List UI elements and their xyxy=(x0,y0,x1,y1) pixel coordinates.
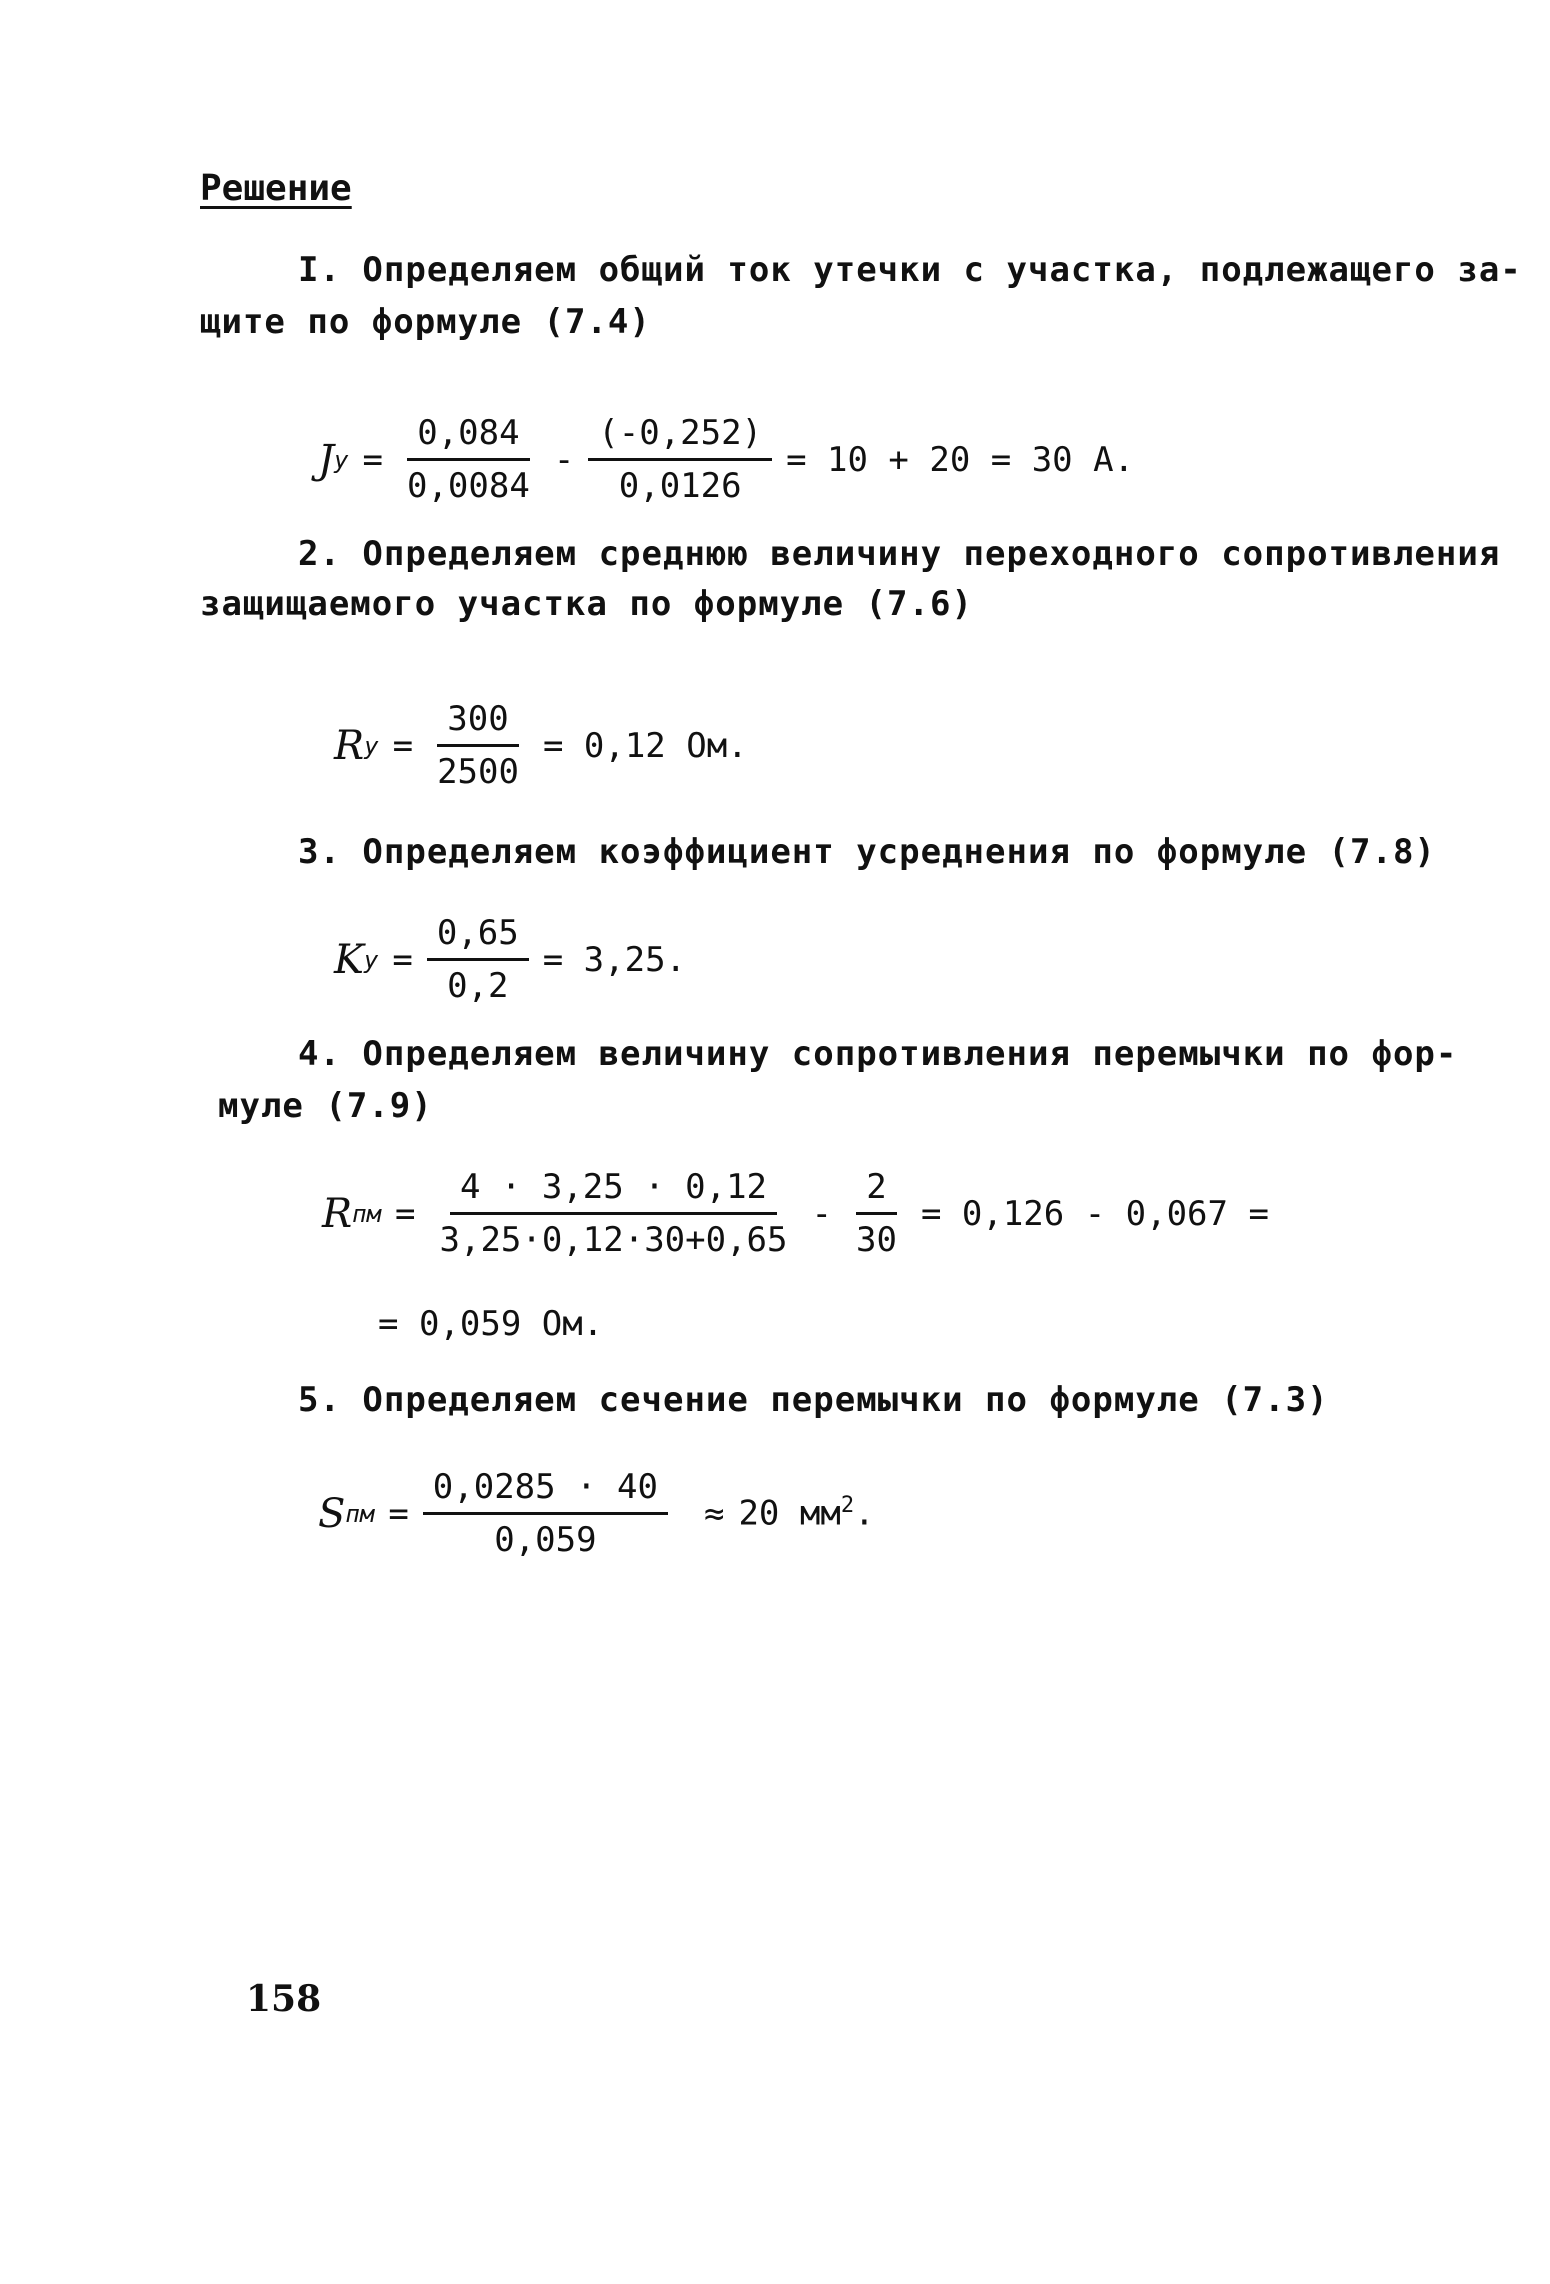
formula-result: = 0,12 Ом. xyxy=(542,725,748,766)
denominator: 2500 xyxy=(437,752,519,792)
formula-subscript: у xyxy=(364,731,379,760)
formula-symbol: S xyxy=(318,1490,346,1537)
numerator: (-0,252) xyxy=(588,410,772,461)
formula-result: = 0,126 - 0,067 = xyxy=(920,1193,1269,1234)
step-1-line-2: щите по формуле (7.4) xyxy=(200,302,651,342)
fraction xyxy=(846,1164,907,1263)
numerator: 0,084 xyxy=(407,410,529,461)
formula-symbol: J xyxy=(318,436,335,483)
fraction xyxy=(427,696,529,795)
denominator: 3,25·0,12·30+0,65 xyxy=(439,1220,788,1260)
superscript: 2 xyxy=(840,1493,855,1519)
denominator: 0,0126 xyxy=(618,466,742,506)
formula-cross-section: S пм = $\frac{0,0285 \cdot 40}{0,059}$ ≈ 20 $мм^2$. xyxy=(318,1464,875,1563)
minus-sign: - xyxy=(553,439,575,480)
formula-result: = 10 + 20 = 30 А. xyxy=(786,439,1135,480)
minus-sign: - xyxy=(811,1193,832,1234)
formula-jumper-resistance: R пм = $\frac{4 \cdot 3,25 \cdot 0,12}{3,25\cdot 0,12\cdot 30+0,65}$ - $\frac{2}{30}$ = 0,126 - 0,067 = xyxy=(322,1164,1269,1263)
fraction xyxy=(588,410,772,509)
step-2-line-1: 2. Определяем среднюю величину переходного сопротивления xyxy=(298,534,1501,574)
formula-result: 20 $мм^2$. xyxy=(738,1493,875,1534)
step-5-line-1: 5. Определяем сечение перемычки по формуле (7.3) xyxy=(298,1380,1329,1420)
step-3-line-1: 3. Определяем коэффициент усреднения по формуле (7.8) xyxy=(298,832,1436,872)
formula-subscript: пм xyxy=(352,1199,382,1228)
numerator: 2 xyxy=(856,1164,896,1215)
step-4-line-2: муле (7.9) xyxy=(218,1086,433,1126)
formula-coefficient: K у = $\frac{0,65}{0,2}$ = 3,25. xyxy=(334,910,686,1009)
denominator: 0,2 xyxy=(447,966,509,1006)
formula-symbol: K xyxy=(334,936,364,983)
denominator: 0,0084 xyxy=(406,466,530,506)
fraction xyxy=(423,1464,668,1563)
fraction xyxy=(430,1164,798,1263)
step-1-line-1: I. Определяем общий ток утечки с участка, подлежащего за- xyxy=(298,250,1522,290)
fraction xyxy=(397,410,540,509)
numerator: 300 xyxy=(437,696,518,747)
formula-symbol: R xyxy=(334,722,365,769)
page-number: 158 xyxy=(246,1978,322,2020)
formula-subscript: у xyxy=(334,445,349,474)
step-4-line-1: 4. Определяем величину сопротивления перемычки по фор- xyxy=(298,1034,1458,1074)
denominator: 0,059 xyxy=(494,1520,597,1560)
formula-symbol: R xyxy=(322,1190,353,1237)
formula-resistance: R у = $\frac{300}{2500}$ = 0,12 Ом. xyxy=(334,696,748,795)
formula-jumper-resistance-continued: = 0,059 Ом. xyxy=(378,1304,604,1344)
step-2-line-2: защищаемого участка по формуле (7.6) xyxy=(200,584,973,624)
solution-heading: Решение xyxy=(200,168,352,209)
formula-leakage-current: J у = $\frac{0,084}{0,0084}$ - $\frac{(-0,252)}{0,0126}$ = 10 + 20 = 30 А. xyxy=(318,410,1134,509)
formula-result: = 3,25. xyxy=(542,939,687,980)
formula-subscript: у xyxy=(363,945,379,974)
formula-subscript: пм xyxy=(345,1499,375,1528)
numerator: 4 · 3,25 · 0,12 xyxy=(450,1164,777,1215)
approx-sign: ≈ xyxy=(703,1493,725,1534)
numerator: 0,65 xyxy=(427,910,529,961)
fraction xyxy=(427,910,529,1009)
denominator: 30 xyxy=(856,1220,897,1260)
numerator: 0,0285 · 40 xyxy=(423,1464,668,1515)
